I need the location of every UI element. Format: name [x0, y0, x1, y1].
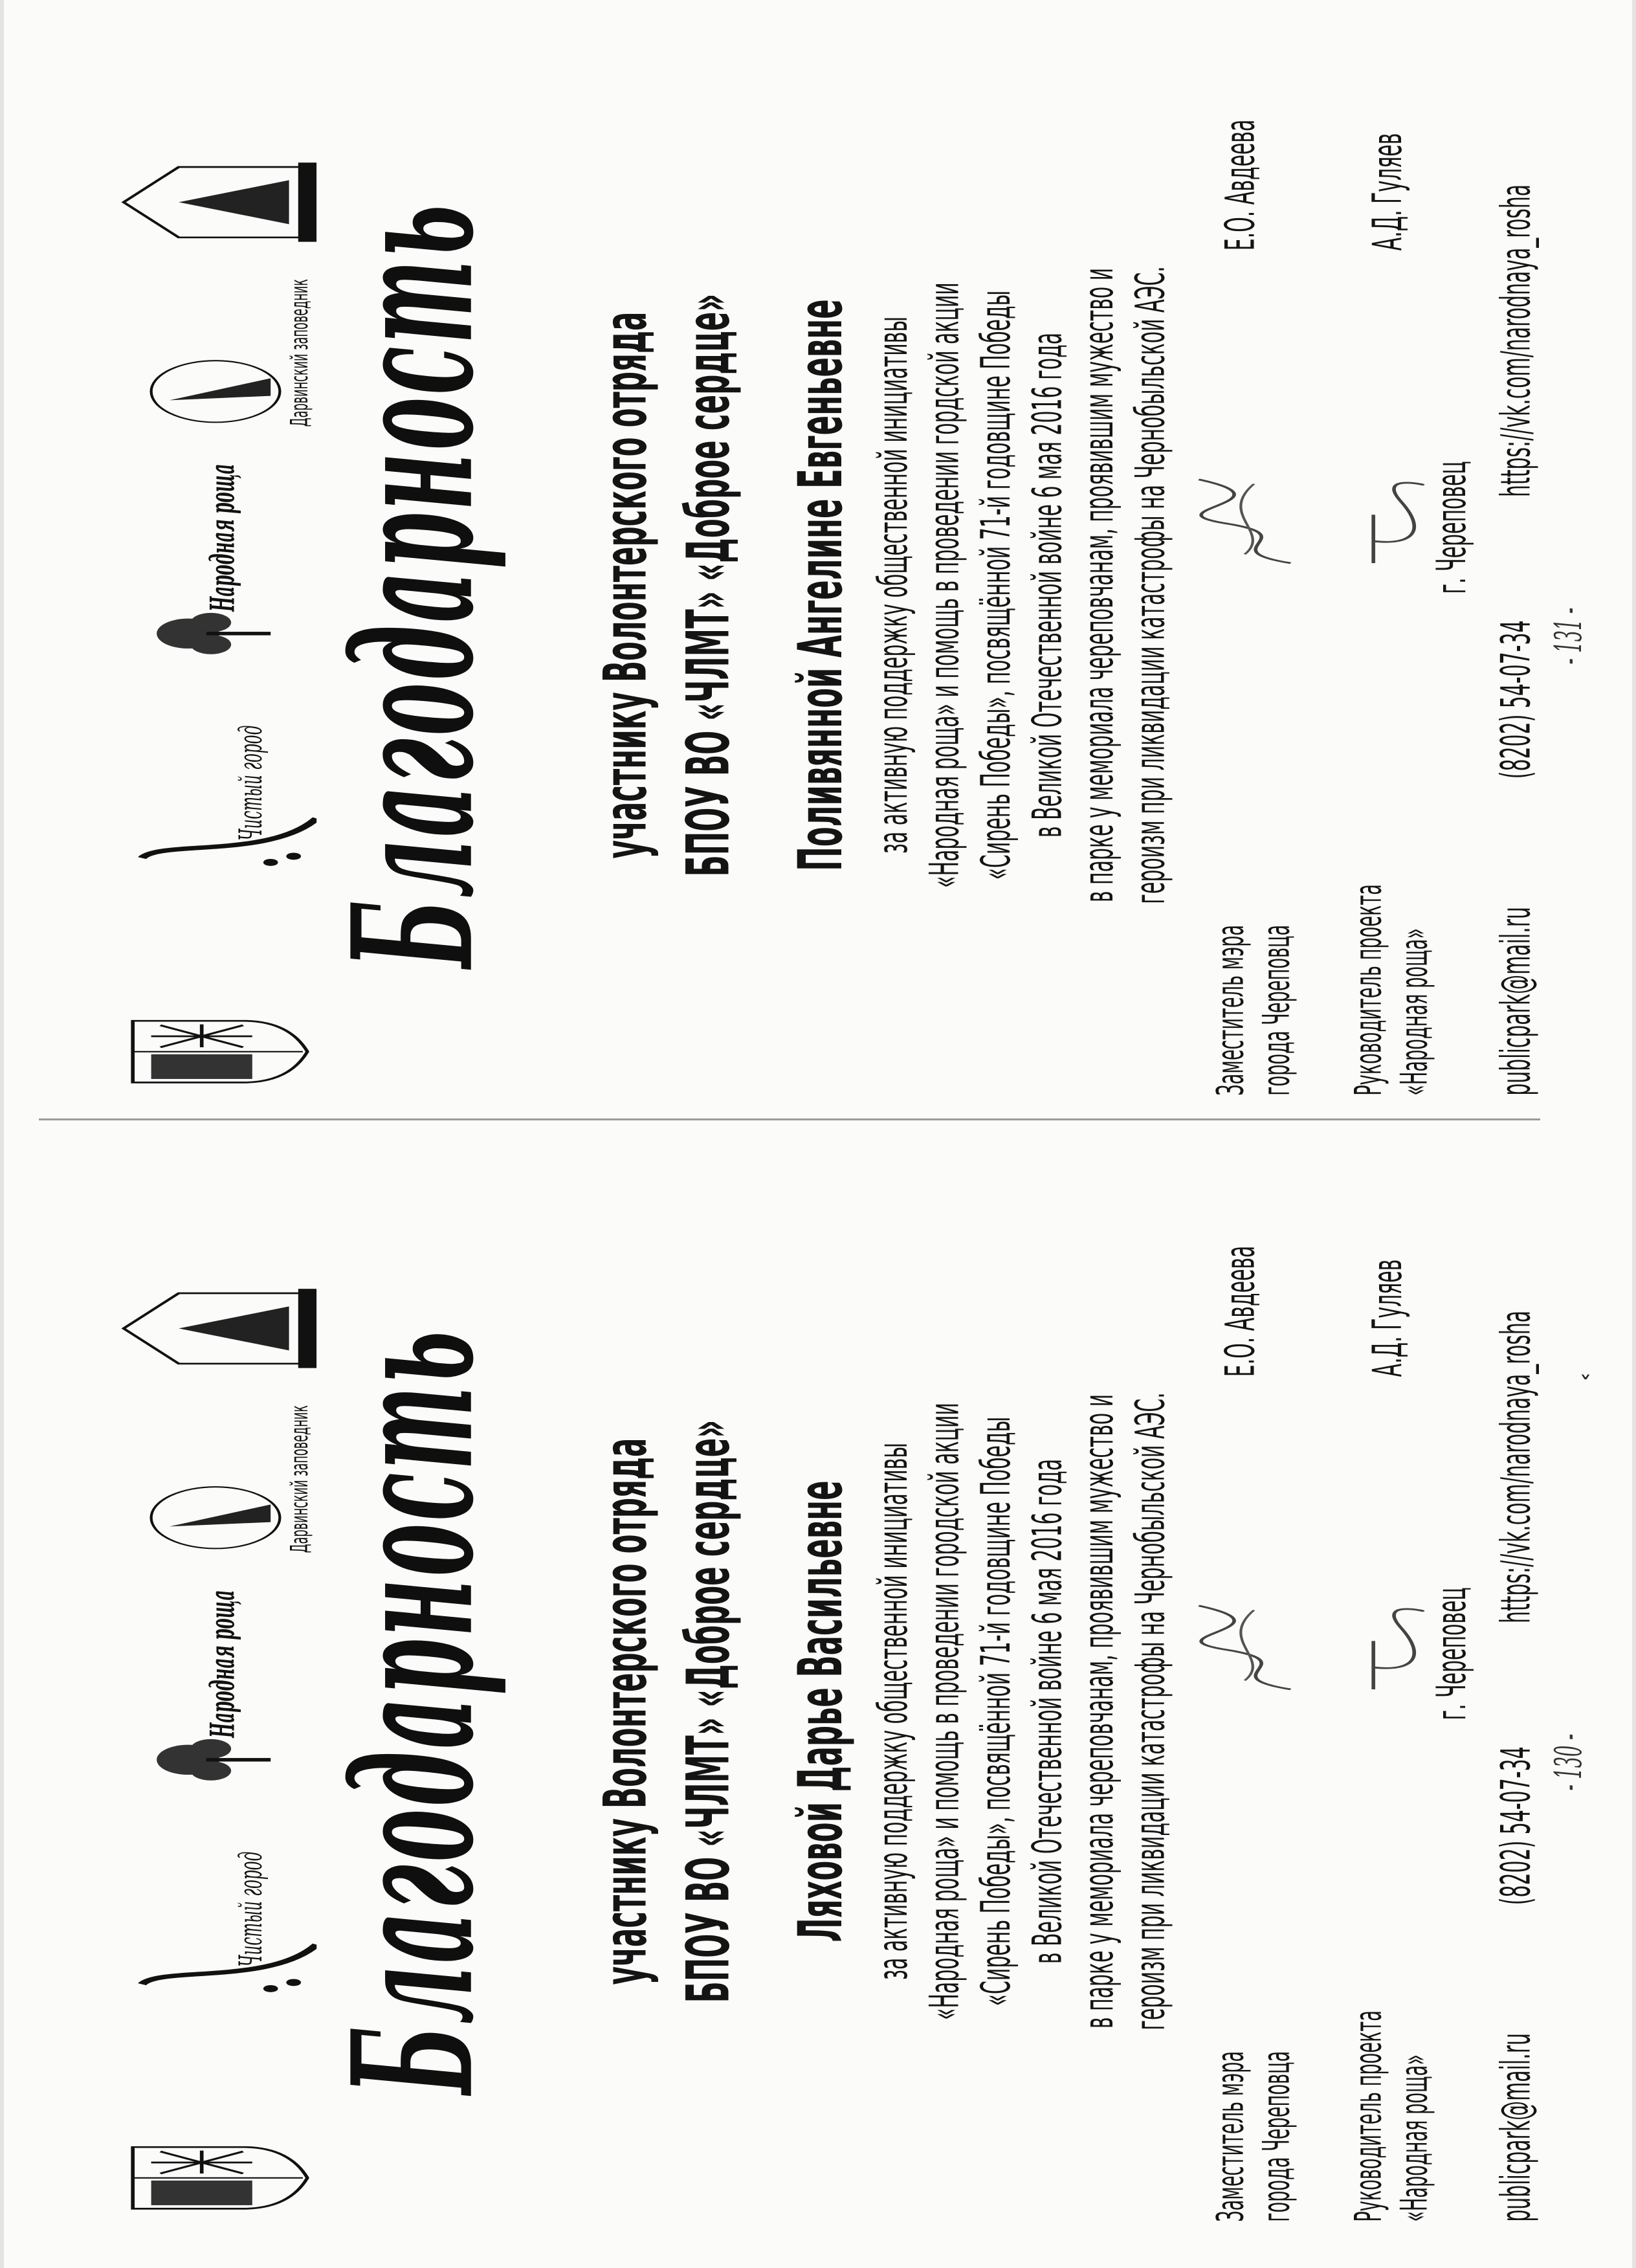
body-line: «Сирень Победы», посвящённой 71-й годовщине Победы	[973, 290, 1020, 880]
body-line: «Народная роща» и помощь в проведении гордской акции	[921, 282, 968, 888]
phone: (8202) 54-07-34	[1492, 1746, 1540, 1906]
vk-url: https://vk.com/narodnaya_rosha	[1492, 1310, 1540, 1623]
body-line: героизм при ликвидации катастрофы на Чернобыльской АЭС.	[1127, 266, 1175, 904]
logos-row	[78, 57, 316, 1113]
email: publicpark@mail.ru	[1492, 907, 1540, 1096]
body-line: «Народная роща» и помощь в проведении городской акции	[921, 1403, 968, 2020]
certificate-2	[78, 1183, 1591, 2240]
recipient-name: Поливянной Ангелине Евгеньевне	[785, 299, 856, 871]
phone: (8202) 54-07-34	[1492, 620, 1540, 779]
signatory-1-name: Е.О. Авдеева	[1217, 1245, 1265, 1377]
logos-row	[124, 162, 316, 1082]
signatory-1-title-line: города Череповца	[1255, 924, 1298, 1096]
signature-1	[1189, 471, 1318, 568]
body-line: героизм при ликвидации катастрофы на Чернобыльской АЭС.	[1127, 1392, 1175, 2030]
coat-of-arms-logo	[133, 2147, 307, 2208]
city: г. Череповец	[1428, 1587, 1476, 1720]
body-line: «Сирень Победы», посвящённой 71-й годовщине Победы	[973, 1416, 1020, 2007]
gumannost-zabota-logo	[124, 1289, 316, 1368]
recipient-role-line-2: БПОУ ВО «ЧЛМТ» «Доброе сердце»	[675, 293, 744, 877]
signatory-2-title-line: Руководитель проекта	[1347, 2010, 1390, 2222]
page-fold-line	[39, 1118, 1540, 1120]
certificate-1	[78, 57, 1591, 1113]
email: publicpark@mail.ru	[1492, 2033, 1540, 2222]
darvinsky-zapovednik-logo	[151, 1405, 313, 1553]
body-line: в парке у мемориала череповчанам, проявившим мужество и	[1076, 267, 1123, 903]
signatory-2-title-line: «Народная роща»	[1393, 2054, 1436, 2222]
body-line: в Великой Отечественной войне 6 мая 2016 года	[1024, 1458, 1072, 1964]
body-line: в Великой Отечественной войне 6 мая 2016 года	[1024, 332, 1072, 838]
signatory-2-name: А.Д. Гуляев	[1364, 133, 1411, 251]
svg-text:Народная роща: Народная роща	[203, 1590, 243, 1738]
vk-url: https://vk.com/narodnaya_rosha	[1492, 184, 1540, 497]
body-line: за активную поддержку общественной инициативы	[870, 1443, 917, 1980]
svg-text:Чистый город: Чистый город	[232, 1851, 269, 1967]
handwritten-number: - 131 -	[1548, 607, 1591, 665]
handwritten-number: - 130 -	[1548, 1733, 1591, 1791]
signatory-1-title-line: Заместитель мэра	[1210, 2051, 1252, 2222]
darvinsky-zapovednik-logo	[151, 279, 313, 427]
signatory-2-title-line: «Народная роща»	[1393, 928, 1436, 1096]
svg-text:Чистый город: Чистый город	[232, 725, 269, 841]
signatory-1-name: Е.О. Авдеева	[1217, 119, 1265, 251]
body-line: за активную поддержку общественной инициативы	[870, 317, 917, 854]
signatory-1-title-line: города Череповца	[1255, 2051, 1298, 2222]
narodnaya-roshcha-logo	[157, 464, 271, 654]
signature-1	[1189, 1597, 1318, 1694]
narodnaya-roshcha-logo	[157, 1590, 271, 1781]
chisty-gorod-logo	[142, 726, 316, 866]
signatory-1-title	[1208, 925, 1300, 1096]
gumannost-zabota-logo	[124, 162, 316, 241]
signatory-1-title	[1208, 2051, 1300, 2222]
svg-text:Дарвинский заповедник: Дарвинский заповедник	[285, 279, 313, 427]
recipient-role-line-1: участнику Волонтерского отряда	[592, 311, 661, 859]
certificate-body	[868, 1183, 1177, 2240]
recipient-name: Ляховой Дарье Васильевне	[785, 1480, 856, 1942]
logos-row	[78, 1183, 316, 2240]
certificate-body	[868, 57, 1177, 1113]
chisty-gorod-logo	[142, 1852, 316, 1992]
recipient-role-line-1: участнику Волонтерского отряда	[592, 1438, 661, 1985]
svg-text:Народная роща: Народная роща	[203, 463, 243, 612]
svg-text:Дарвинский заповедник: Дарвинский заповедник	[285, 1405, 313, 1553]
logos-row	[124, 1289, 316, 2208]
signatory-2-title-line: Руководитель проекта	[1347, 884, 1390, 1096]
signatory-2-title	[1346, 884, 1438, 1096]
coat-of-arms-logo	[133, 1021, 307, 1082]
certificate-title: Благодарность	[316, 1328, 511, 2095]
scan-speck: ˇ	[1579, 1372, 1592, 1402]
signatory-2-title	[1346, 2010, 1438, 2222]
certificate-title: Благодарность	[316, 202, 511, 968]
body-line: в парке у мемориала череповчанам, проявившим мужество и	[1076, 1394, 1123, 2029]
signatory-1-title-line: Заместитель мэра	[1210, 924, 1252, 1096]
signatory-2-name: А.Д. Гуляев	[1364, 1259, 1411, 1377]
city: г. Череповец	[1428, 461, 1476, 594]
recipient-role-line-2: БПОУ ВО «ЧЛМТ» «Доброе сердце»	[675, 1419, 744, 2003]
